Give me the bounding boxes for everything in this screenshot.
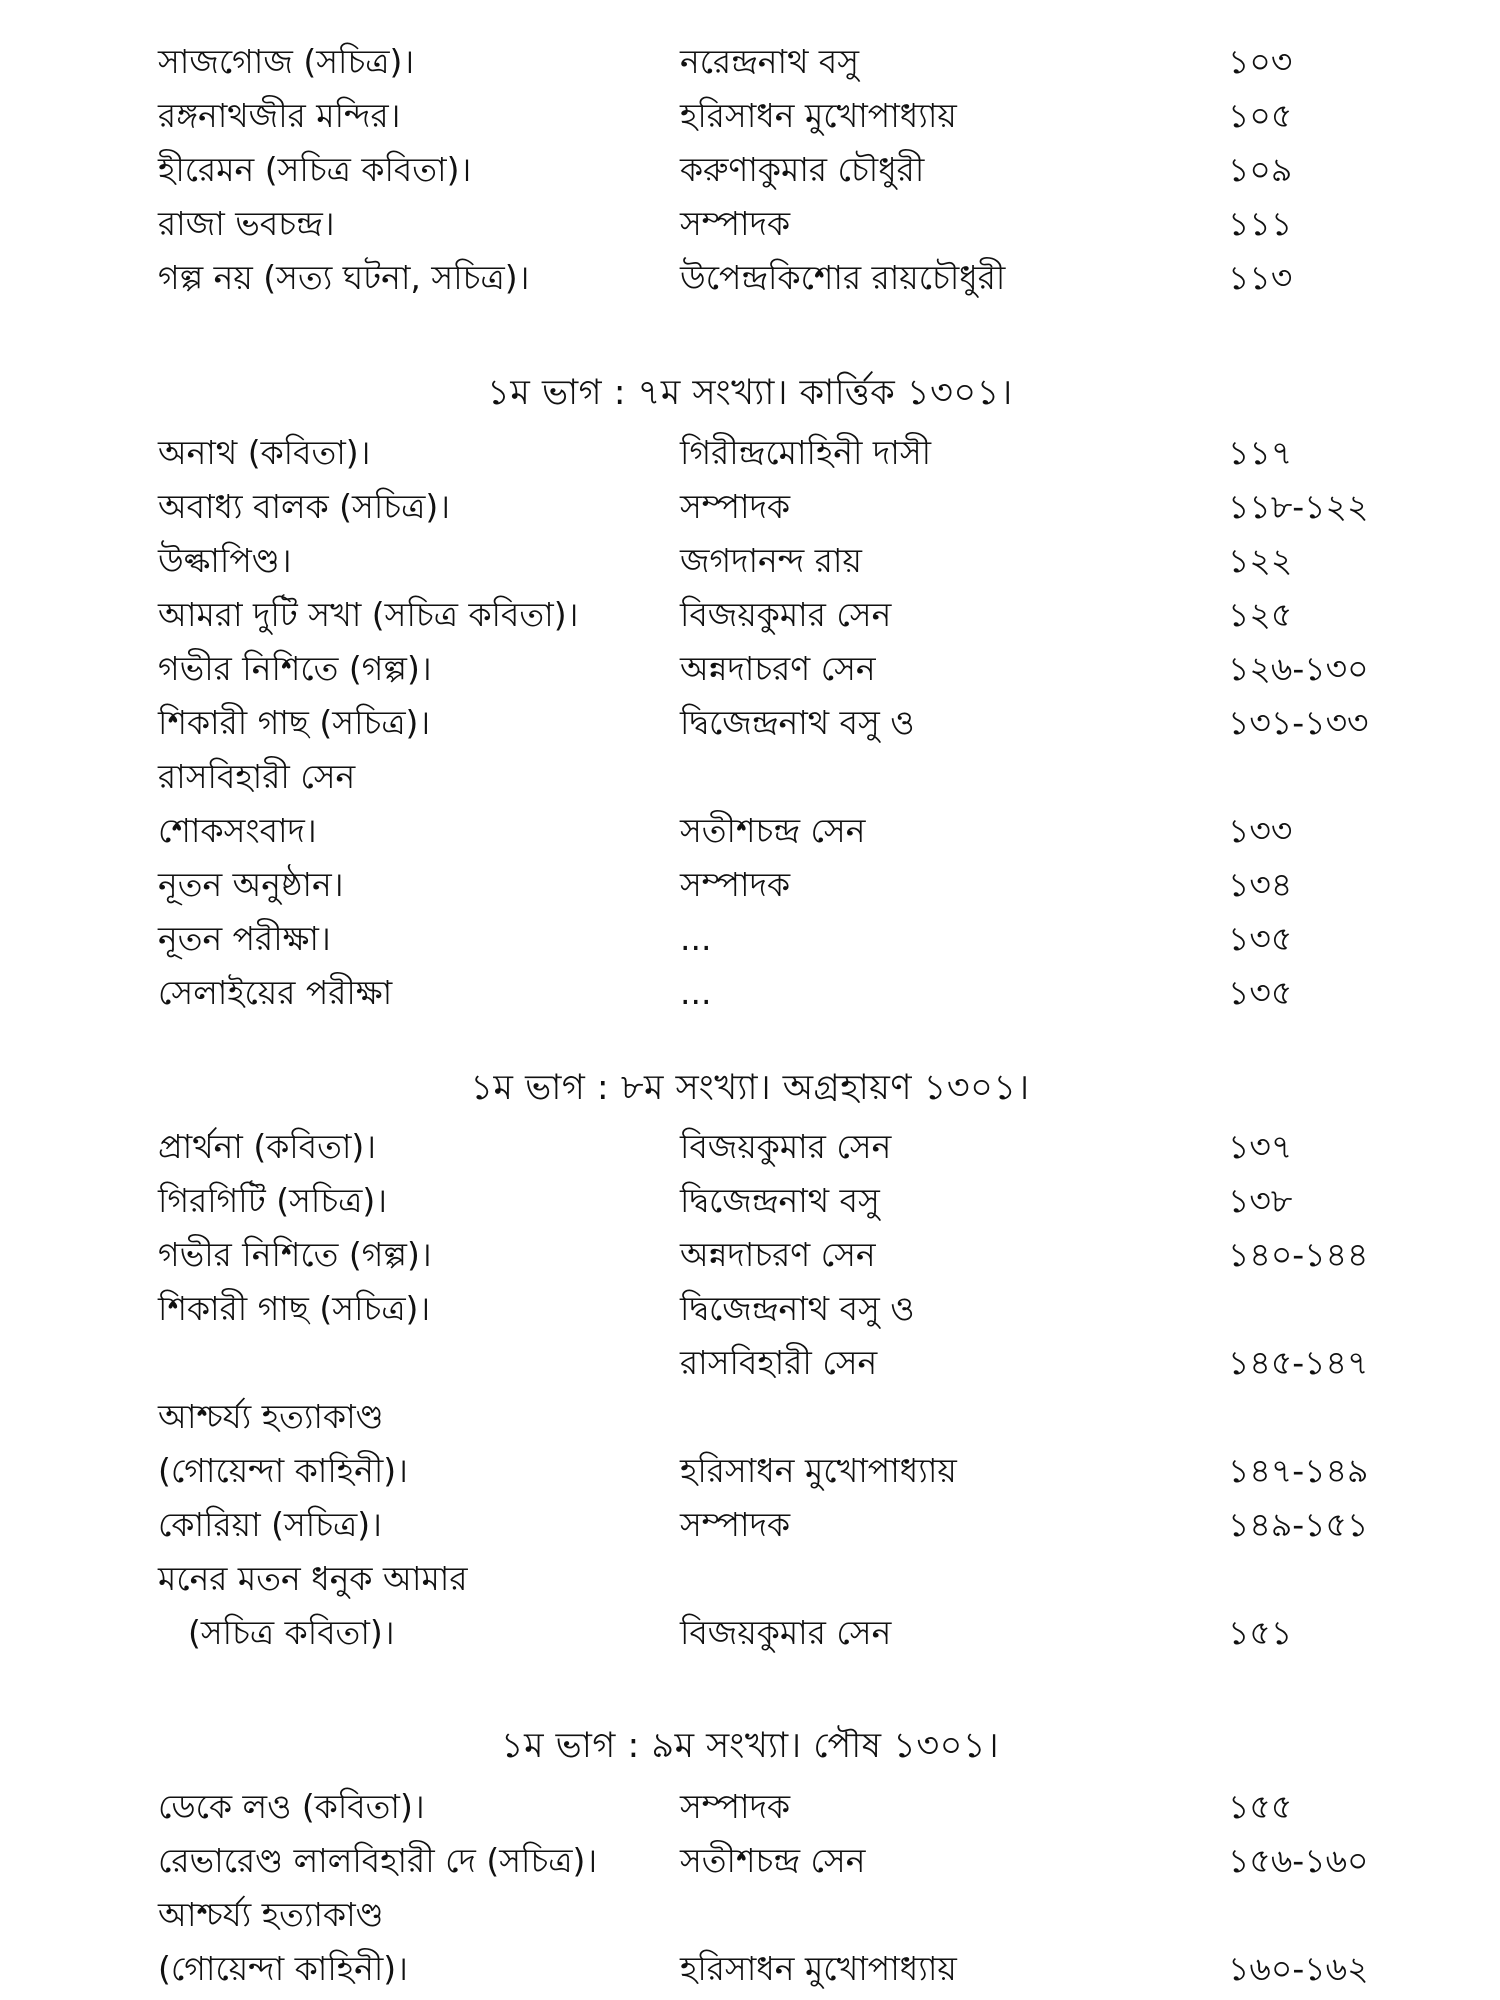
- entry-title: রঙ্গনাথজীর মন্দির।: [158, 96, 401, 135]
- entry-title: সেলাইয়ের পরীক্ষা: [158, 973, 393, 1012]
- entry-author: ...: [680, 973, 712, 1012]
- entry-page: ১০৯: [1228, 150, 1293, 189]
- entry-title: প্রার্থনা (কবিতা)।: [158, 1127, 377, 1166]
- entry-title: নূতন পরীক্ষা।: [158, 919, 331, 958]
- entry-page: ১১৮-১২২: [1228, 487, 1369, 526]
- entry-title: হীরেমন (সচিত্র কবিতা)।: [158, 150, 472, 189]
- entry-author: অন্নদাচরণ সেন: [680, 649, 876, 688]
- entry-author: উপেন্দ্রকিশোর রায়চৌধুরী: [680, 258, 1006, 297]
- entry-page: ১৫১: [1228, 1613, 1293, 1652]
- entry-author: বিজয়কুমার সেন: [680, 1613, 892, 1652]
- section-heading: ১ম ভাগ : ৯ম সংখ্যা। পৌষ ১৩০১।: [500, 1726, 1000, 1766]
- entry-title: ডেকে লও (কবিতা)।: [158, 1787, 425, 1826]
- entry-title: মনের মতন ধনুক আমার: [158, 1559, 468, 1598]
- entry-author: দ্বিজেন্দ্রনাথ বসু ও: [680, 703, 915, 742]
- section-heading: ১ম ভাগ : ৮ম সংখ্যা। অগ্রহায়ণ ১৩০১।: [470, 1068, 1030, 1108]
- entry-title: নূতন অনুষ্ঠান।: [158, 865, 344, 904]
- entry-author: সম্পাদক: [680, 1787, 791, 1826]
- entry-page: ১৪৭-১৪৯: [1228, 1451, 1369, 1490]
- entry-page: ১২২: [1228, 541, 1293, 580]
- entry-page: ১২৬-১৩০: [1228, 649, 1369, 688]
- entry-author: ...: [680, 919, 712, 958]
- entry-page: ১৩৩: [1228, 811, 1293, 850]
- entry-title: শিকারী গাছ (সচিত্র)।: [158, 1289, 431, 1328]
- entry-author: সতীশচন্দ্র সেন: [680, 1841, 866, 1880]
- entry-title: গভীর নিশিতে (গল্প)।: [158, 649, 432, 688]
- entry-author: দ্বিজেন্দ্রনাথ বসু: [680, 1181, 880, 1220]
- entry-author: হরিসাধন মুখোপাধ্যায়: [680, 1451, 957, 1490]
- entry-page: ১০৫: [1228, 96, 1293, 135]
- entry-title: আমরা দুটি সখা (সচিত্র কবিতা)।: [158, 595, 579, 634]
- entry-page: ১১১: [1228, 204, 1293, 243]
- entry-title: শিকারী গাছ (সচিত্র)।: [158, 703, 431, 742]
- entry-author: সতীশচন্দ্র সেন: [680, 811, 866, 850]
- entry-author: সম্পাদক: [680, 865, 791, 904]
- entry-author: সম্পাদক: [680, 1505, 791, 1544]
- entry-page: ১৫৬-১৬০: [1228, 1841, 1369, 1880]
- entry-author: হরিসাধন মুখোপাধ্যায়: [680, 96, 957, 135]
- entry-author: সম্পাদক: [680, 204, 791, 243]
- entry-title: (গোয়েন্দা কাহিনী)।: [158, 1949, 408, 1988]
- entry-title: উল্কাপিণ্ড।: [158, 541, 292, 580]
- entry-page: ১২৫: [1228, 595, 1293, 634]
- entry-page: ১৩৫: [1228, 919, 1293, 958]
- entry-page: ১৬০-১৬২: [1228, 1949, 1369, 1988]
- entry-page: ১৪৫-১৪৭: [1228, 1343, 1369, 1382]
- entry-title: আশ্চর্য্য হত্যাকাণ্ড: [158, 1895, 384, 1934]
- entry-title: আশ্চর্য্য হত্যাকাণ্ড: [158, 1397, 384, 1436]
- entry-title: রাসবিহারী সেন: [158, 757, 356, 796]
- entry-title: শোকসংবাদ।: [158, 811, 317, 850]
- entry-title: গল্প নয় (সত্য ঘটনা, সচিত্র)।: [158, 258, 530, 297]
- entry-title: (সচিত্র কবিতা)।: [188, 1613, 395, 1652]
- entry-title: কোরিয়া (সচিত্র)।: [158, 1505, 382, 1544]
- entry-page: ১৩১-১৩৩: [1228, 703, 1369, 742]
- entry-author: গিরীন্দ্রমোহিনী দাসী: [680, 433, 932, 472]
- entry-author: হরিসাধন মুখোপাধ্যায়: [680, 1949, 957, 1988]
- entry-author: বিজয়কুমার সেন: [680, 595, 892, 634]
- entry-title: রাজা ভবচন্দ্র।: [158, 204, 335, 243]
- entry-title: রেভারেণ্ড লালবিহারী দে (সচিত্র)।: [158, 1841, 598, 1880]
- entry-page: ১৩৭: [1228, 1127, 1293, 1166]
- entry-page: ১৫৫: [1228, 1787, 1293, 1826]
- entry-page: ১৪০-১৪৪: [1228, 1235, 1369, 1274]
- entry-page: ১০৩: [1228, 42, 1293, 81]
- entry-author: সম্পাদক: [680, 487, 791, 526]
- entry-author: দ্বিজেন্দ্রনাথ বসু ও: [680, 1289, 915, 1328]
- entry-title: গিরগিটি (সচিত্র)।: [158, 1181, 388, 1220]
- entry-title: (গোয়েন্দা কাহিনী)।: [158, 1451, 408, 1490]
- entry-title: সাজগোজ (সচিত্র)।: [158, 42, 415, 81]
- entry-author: রাসবিহারী সেন: [680, 1343, 878, 1382]
- entry-page: ১৪৯-১৫১: [1228, 1505, 1369, 1544]
- entry-title: অবাধ্য বালক (সচিত্র)।: [158, 487, 451, 526]
- entry-page: ১১৩: [1228, 258, 1293, 297]
- entry-page: ১৩৫: [1228, 973, 1293, 1012]
- entry-author: জগদানন্দ রায়: [680, 541, 862, 580]
- entry-author: বিজয়কুমার সেন: [680, 1127, 892, 1166]
- entry-page: ১১৭: [1228, 433, 1293, 472]
- entry-author: করুণাকুমার চৌধুরী: [680, 150, 925, 189]
- entry-author: অন্নদাচরণ সেন: [680, 1235, 876, 1274]
- entry-title: গভীর নিশিতে (গল্প)।: [158, 1235, 432, 1274]
- entry-page: ১৩৪: [1228, 865, 1293, 904]
- entry-title: অনাথ (কবিতা)।: [158, 433, 371, 472]
- entry-author: নরেন্দ্রনাথ বসু: [680, 42, 860, 81]
- entry-page: ১৩৮: [1228, 1181, 1293, 1220]
- section-heading: ১ম ভাগ : ৭ম সংখ্যা। কার্ত্তিক ১৩০১।: [487, 373, 1013, 413]
